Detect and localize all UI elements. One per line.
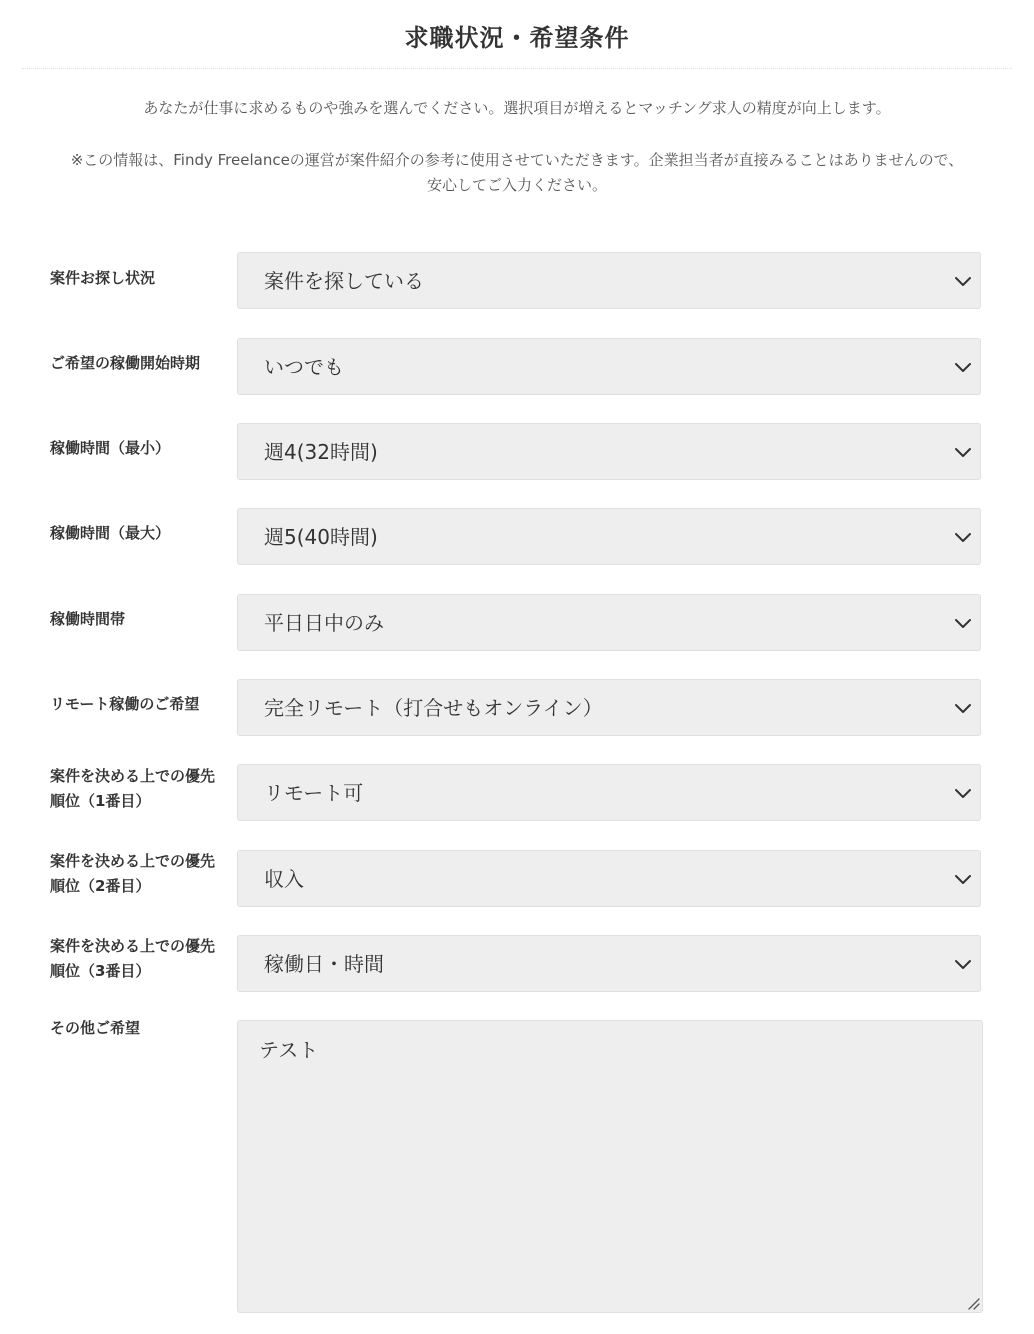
priority-3-label: [50, 934, 230, 984]
min-hours-select[interactable]: [237, 423, 981, 480]
title-divider: [22, 68, 1012, 69]
search-status-select[interactable]: [237, 252, 981, 309]
max-hours-select[interactable]: [237, 508, 981, 565]
chevron-down-icon: [953, 442, 973, 462]
start-timing-label-text: ご希望の稼働開始時期: [50, 354, 201, 372]
remote-preference-value: 完全リモート（打合せもオンライン）: [264, 696, 603, 720]
chevron-down-icon: [953, 271, 973, 291]
other-requests-textarea[interactable]: [237, 1020, 983, 1313]
priority-3-value: 稼働日・時間: [264, 952, 384, 976]
priority-2-value: 収入: [264, 867, 304, 891]
priority-1-select[interactable]: [237, 764, 981, 821]
intro-description: あなたが仕事に求めるものや強みを選んでください。選択項目が増えるとマッチング求人の精度が向上します。: [143, 99, 891, 117]
priority-2-label-line-2: 順位（2番目）: [50, 877, 151, 895]
priority-2-label: [50, 849, 230, 899]
start-timing-select[interactable]: [237, 338, 981, 395]
working-hours-slot-select[interactable]: [237, 594, 981, 651]
other-requests-value: テスト: [259, 1038, 319, 1062]
priority-2-label-line-1: 案件を決める上での優先: [50, 852, 216, 870]
chevron-down-icon: [953, 869, 973, 889]
priority-3-label-line-1: 案件を決める上での優先: [50, 937, 216, 955]
min-hours-label: [50, 436, 230, 461]
min-hours-label-text: 稼働時間（最小）: [50, 439, 171, 457]
chevron-down-icon: [953, 698, 973, 718]
page-title: 求職状況・希望条件: [404, 24, 630, 52]
search-status-label: [50, 266, 230, 291]
remote-preference-label-text: リモート稼働のご希望: [50, 695, 200, 713]
max-hours-value: 週5(40時間): [264, 525, 378, 549]
search-status-label-text: 案件お探し状況: [50, 269, 156, 287]
chevron-down-icon: [953, 613, 973, 633]
chevron-down-icon: [953, 954, 973, 974]
priority-1-label-line-2: 順位（1番目）: [50, 792, 151, 810]
chevron-down-icon: [953, 527, 973, 547]
other-requests-label: [50, 1016, 230, 1041]
start-timing-value: いつでも: [264, 355, 344, 379]
priority-3-label-line-2: 順位（3番目）: [50, 962, 151, 980]
chevron-down-icon: [953, 357, 973, 377]
priority-1-label-line-1: 案件を決める上での優先: [50, 767, 216, 785]
resize-handle-icon[interactable]: [964, 1294, 980, 1310]
min-hours-value: 週4(32時間): [264, 440, 378, 464]
priority-1-value: リモート可: [264, 781, 364, 805]
start-timing-label: [50, 351, 230, 376]
priority-2-select[interactable]: [237, 850, 981, 907]
privacy-note-line-1: ※この情報は、Findy Freelanceの運営が案件紹介の参考に使用させていただきます。企業担当者が直接みることはありませんので、: [70, 151, 964, 169]
remote-preference-label: [50, 692, 230, 717]
priority-3-select[interactable]: [237, 935, 981, 992]
search-status-value: 案件を探している: [264, 269, 424, 293]
working-hours-slot-value: 平日日中のみ: [264, 611, 384, 635]
remote-preference-select[interactable]: [237, 679, 981, 736]
working-hours-slot-label-text: 稼働時間帯: [50, 610, 126, 628]
max-hours-label: [50, 521, 230, 546]
privacy-note: [30, 148, 1004, 198]
working-hours-slot-label: [50, 607, 230, 632]
privacy-note-line-2: 安心してご入力ください。: [426, 176, 607, 194]
priority-1-label: [50, 764, 230, 814]
chevron-down-icon: [953, 783, 973, 803]
other-requests-label-text: その他ご希望: [50, 1019, 141, 1037]
max-hours-label-text: 稼働時間（最大）: [50, 524, 171, 542]
